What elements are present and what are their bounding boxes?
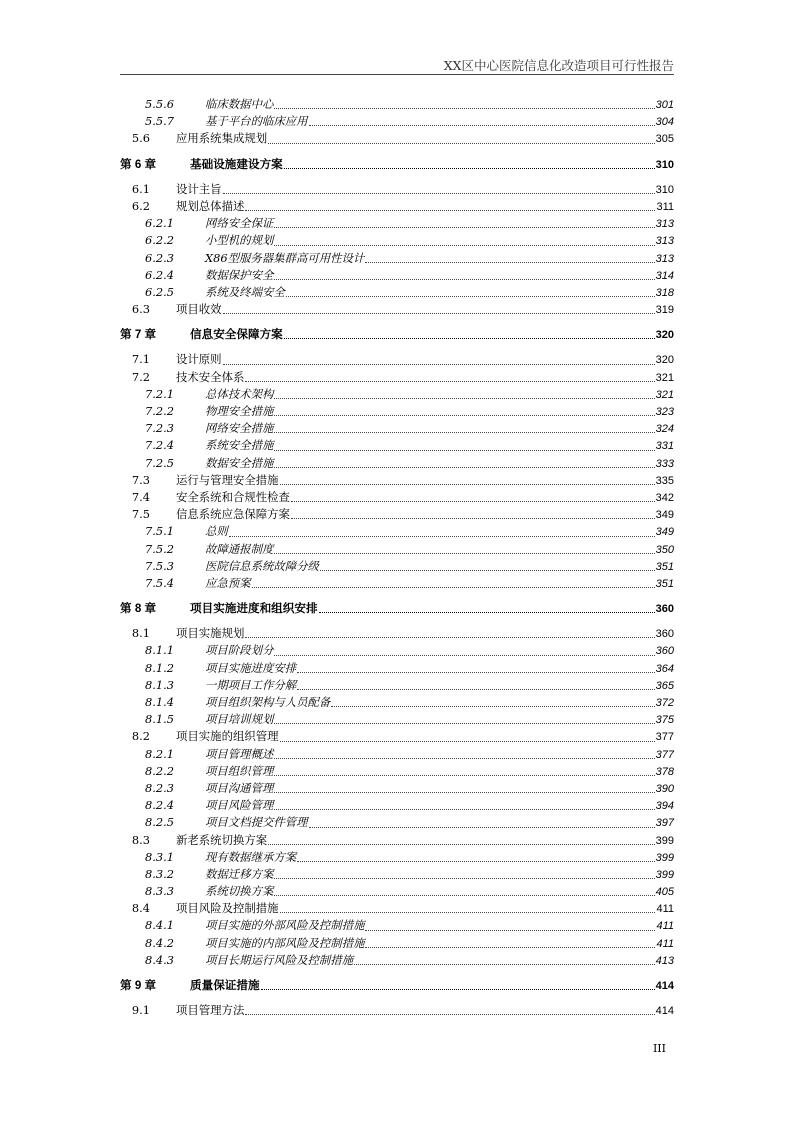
toc-entry-title: 项目沟通管理 (205, 780, 274, 795)
toc-entry-title: 信息系统应急保障方案 (176, 507, 290, 522)
toc-dot-leader (274, 867, 654, 879)
toc-entry-number: 6.2.2 (145, 233, 174, 248)
toc-entry-page: 364 (655, 662, 674, 675)
toc-entry-number: 6.2 (131, 198, 150, 213)
toc-entry[interactable] (120, 900, 674, 917)
toc-dot-leader (229, 525, 655, 537)
toc-entry-page: 301 (655, 99, 674, 111)
toc-entry[interactable] (120, 506, 674, 523)
toc-entry-number: 8.2.4 (145, 798, 174, 813)
toc-entry-page: 397 (655, 817, 674, 830)
toc-entry-number: 8.4 (131, 901, 150, 916)
toc-entry[interactable] (120, 523, 674, 540)
toc-entry[interactable] (120, 541, 674, 558)
toc-entry-number: 7.1 (131, 352, 150, 367)
toc-dot-leader (245, 626, 654, 638)
toc-entry-number: 5.5.7 (145, 114, 174, 129)
toc-entry-number: 6.1 (131, 181, 150, 196)
toc-entry[interactable] (120, 284, 674, 301)
toc-entry-title: 项目实施进度和组织安排 (190, 601, 318, 616)
toc-entry-number: 6.3 (131, 302, 150, 317)
toc-dot-leader (309, 816, 655, 828)
toc-entry-page: 310 (655, 183, 674, 196)
toc-dot-leader (274, 764, 654, 776)
toc-dot-leader (274, 97, 654, 109)
toc-chapter-entry[interactable] (120, 977, 674, 994)
toc-entry[interactable] (120, 694, 674, 711)
toc-entry[interactable] (120, 351, 674, 368)
toc-entry-number: 8.3.3 (145, 884, 174, 899)
toc-entry-page: 320 (655, 354, 674, 367)
page-number: III (652, 1042, 666, 1055)
toc-dot-leader (245, 1003, 654, 1015)
toc-entry-number: 7.5.2 (145, 541, 174, 556)
toc-dot-leader (268, 132, 655, 144)
toc-entry-number: 7.2.5 (145, 455, 174, 470)
toc-entry-page: 414 (655, 1005, 674, 1018)
toc-entry-page: 360 (655, 645, 674, 658)
toc-entry-page: 414 (655, 980, 674, 992)
toc-entry-number: 7.3 (131, 472, 150, 487)
toc-entry-number: 8.3.2 (145, 866, 174, 881)
toc-entry[interactable] (120, 113, 674, 130)
toc-entry-number: 8.1.4 (145, 695, 174, 709)
toc-dot-leader (223, 182, 655, 194)
toc-entry-title: 技术安全体系 (176, 369, 245, 384)
toc-entry-number: 8.2 (131, 729, 150, 744)
toc-entry-page: 351 (655, 560, 674, 573)
toc-entry-title: 项目实施进度安排 (205, 660, 297, 675)
toc-dot-leader (245, 370, 654, 382)
toc-entry-page: 310 (655, 158, 674, 171)
toc-dot-leader (274, 439, 654, 451)
toc-entry[interactable] (120, 642, 674, 659)
toc-dot-leader (274, 421, 654, 433)
toc-entry-title: 物理安全措施 (205, 404, 274, 418)
toc-entry-number: 8.1 (131, 626, 150, 641)
toc-entry-number: 7.2.3 (145, 421, 174, 436)
toc-entry[interactable] (120, 763, 674, 780)
toc-entry-page: 377 (655, 731, 674, 744)
toc-entry[interactable] (120, 625, 674, 642)
toc-entry-title: 设计原则 (176, 352, 222, 367)
toc-entry-number: 8.4.1 (145, 918, 174, 933)
toc-entry-number: 8.1.5 (145, 712, 174, 727)
toc-entry[interactable] (120, 489, 674, 506)
toc-entry-title: 项目实施的组织管理 (176, 729, 279, 744)
toc-entry-page: 321 (655, 371, 674, 384)
toc-entry-page: 411 (656, 903, 674, 916)
toc-entry-number: 第 6 章 (120, 157, 157, 171)
toc-entry-page: 360 (655, 603, 674, 616)
toc-dot-leader (280, 730, 655, 742)
toc-entry-title: 总体技术架构 (205, 386, 274, 401)
page-header-title: XX区中心医院信息化改造项目可行性报告 (443, 58, 674, 73)
toc-entry-title: 基础设施建设方案 (190, 156, 283, 171)
toc-dot-leader (365, 251, 654, 263)
toc-entry-page: 335 (655, 474, 674, 487)
toc-entry-title: 网络安全保证 (205, 216, 274, 231)
toc-entry[interactable] (120, 832, 674, 849)
toc-entry[interactable] (120, 130, 674, 147)
toc-entry-title: 医院信息系统故障分级 (205, 558, 319, 573)
toc-entry-number: 6.2.3 (145, 250, 174, 265)
toc-entry-page: 411 (656, 937, 674, 950)
toc-entry-number: 6.2.5 (145, 284, 174, 299)
header-divider (120, 74, 674, 75)
toc-entry-number: 7.2.4 (145, 438, 174, 453)
toc-entry-title: 系统安全措施 (205, 438, 274, 453)
toc-entry-number: 8.2.2 (145, 763, 174, 778)
toc-entry-number: 8.4.2 (145, 935, 174, 950)
toc-entry[interactable] (120, 558, 674, 575)
toc-entry[interactable] (120, 849, 674, 866)
toc-entry[interactable] (120, 677, 674, 694)
toc-entry-number: 8.3 (131, 832, 150, 847)
toc-entry-title: 临床数据中心 (205, 97, 274, 111)
toc-entry-title: 运行与管理安全措施 (176, 472, 279, 487)
toc-entry-page: 399 (655, 868, 674, 881)
toc-entry-page: 333 (655, 457, 674, 470)
toc-entry[interactable] (120, 181, 674, 198)
toc-entry-page: 311 (656, 200, 674, 213)
toc-entry-page: 394 (655, 800, 674, 813)
toc-entry-title: 数据保护安全 (205, 267, 274, 282)
toc-entry-page: 331 (655, 440, 674, 453)
toc-entry[interactable] (120, 814, 674, 831)
toc-entry-page: 314 (655, 269, 674, 282)
toc-entry-title: 新老系统切换方案 (176, 832, 268, 847)
toc-entry-number: 6.2.1 (145, 216, 174, 231)
toc-entry-page: 375 (655, 714, 674, 727)
toc-entry-title: 现有数据继承方案 (205, 849, 297, 864)
toc-entry-page: 399 (655, 834, 674, 847)
toc-dot-leader (245, 199, 655, 211)
toc-entry-title: 项目组织架构与人员配备 (205, 695, 331, 709)
toc-entry-number: 8.1.1 (145, 643, 174, 658)
toc-entry-page: 321 (655, 388, 674, 401)
toc-entry-title: 系统切换方案 (205, 884, 274, 899)
toc-entry-page: 305 (655, 133, 674, 146)
toc-dot-leader (284, 327, 655, 339)
toc-dot-leader (354, 953, 655, 965)
toc-entry-title: 项目组织管理 (205, 763, 274, 778)
toc-entry-number: 7.2.2 (145, 404, 174, 418)
toc-chapter-entry[interactable] (120, 326, 674, 343)
toc-entry[interactable] (120, 215, 674, 232)
toc-entry-page: 350 (655, 543, 674, 556)
toc-entry[interactable] (120, 660, 674, 677)
toc-entry-title: 一期项目工作分解 (205, 677, 297, 692)
toc-entry[interactable] (120, 952, 674, 969)
toc-entry[interactable] (120, 728, 674, 745)
toc-entry[interactable] (120, 746, 674, 763)
toc-entry[interactable] (120, 267, 674, 284)
toc-entry-page: 351 (655, 577, 674, 590)
toc-entry-number: 7.5 (131, 507, 150, 522)
toc-dot-leader (291, 507, 655, 519)
toc-entry-title: 项目管理概述 (205, 746, 274, 761)
toc-entry[interactable] (120, 797, 674, 814)
toc-entry-number: 7.2.1 (145, 386, 174, 401)
toc-entry-title: 项目长期运行风险及控制措施 (205, 952, 354, 967)
toc-entry-title: 故障通报制度 (205, 541, 274, 556)
toc-entry-title: 安全系统和合规性检查 (176, 489, 290, 504)
toc-entry-number: 第 8 章 (120, 602, 157, 616)
toc-entry[interactable] (120, 780, 674, 797)
toc-chapter-entry[interactable] (120, 600, 674, 617)
toc-entry-page: 411 (656, 920, 674, 933)
toc-entry-page: 313 (655, 235, 674, 248)
toc-entry-title: 项目收效 (176, 302, 222, 317)
toc-entry-number: 7.5.4 (145, 575, 174, 590)
toc-entry-number: 7.5.3 (145, 558, 174, 573)
toc-entry-page: 399 (655, 851, 674, 864)
toc-entry-title: X86型服务器集群高可用性设计 (205, 250, 365, 265)
toc-entry[interactable] (120, 250, 674, 267)
toc-entry-page: 323 (655, 406, 674, 418)
toc-entry-number: 5.5.6 (145, 97, 174, 111)
toc-dot-leader (286, 285, 655, 297)
toc-entry-title: 应用系统集成规划 (176, 131, 268, 146)
toc-entry-number: 第 7 章 (120, 328, 157, 342)
toc-entry-number: 8.1.2 (145, 660, 174, 675)
toc-entry[interactable] (120, 369, 674, 386)
toc-entry-page: 372 (655, 697, 674, 709)
toc-entry-page: 390 (655, 782, 674, 795)
toc-entry-title: 规划总体描述 (176, 198, 245, 213)
toc-entry-title: 网络安全措施 (205, 421, 274, 436)
toc-entry-title: 数据安全措施 (205, 455, 274, 470)
toc-dot-leader (223, 353, 655, 365)
toc-entry-number: 8.2.1 (145, 746, 174, 761)
toc-entry-number: 7.2 (131, 369, 150, 384)
toc-dot-leader (261, 978, 655, 990)
toc-dot-leader (274, 798, 654, 810)
toc-entry-number: 6.2.4 (145, 267, 174, 282)
toc-entry-page: 360 (655, 628, 674, 641)
toc-entry-title: 项目文档提交件管理 (205, 815, 308, 830)
toc-dot-leader (320, 559, 655, 571)
toc-dot-leader (274, 884, 654, 896)
toc-chapter-entry[interactable] (120, 156, 674, 173)
toc-dot-leader (268, 833, 655, 845)
toc-dot-leader (274, 404, 654, 416)
toc-entry-number: 8.1.3 (145, 677, 174, 692)
toc-entry-page: 405 (655, 886, 674, 899)
toc-entry[interactable] (120, 883, 674, 900)
toc-entry-number: 8.2.3 (145, 780, 174, 795)
toc-dot-leader (274, 644, 654, 656)
toc-entry-title: 质量保证措施 (190, 978, 260, 992)
toc-entry-title: 项目阶段划分 (205, 643, 274, 658)
toc-dot-leader (274, 216, 654, 228)
toc-entry[interactable] (120, 866, 674, 883)
toc-entry-title: 总则 (205, 524, 228, 539)
toc-dot-leader (274, 781, 654, 793)
toc-dot-leader (252, 576, 655, 588)
toc-entry-title: 信息安全保障方案 (190, 327, 283, 342)
toc-entry-page: 320 (655, 329, 674, 342)
toc-entry-page: 413 (655, 954, 674, 967)
toc-entry-title: 小型机的规划 (205, 233, 274, 248)
toc-entry-title: 项目风险管理 (205, 798, 274, 813)
toc-dot-leader (319, 601, 655, 613)
toc-entry-page: 377 (655, 748, 674, 761)
toc-dot-leader (309, 114, 655, 126)
table-of-contents (120, 96, 674, 1019)
toc-entry[interactable] (120, 472, 674, 489)
toc-dot-leader (297, 678, 655, 690)
toc-entry[interactable] (120, 455, 674, 472)
toc-entry-number: 8.4.3 (145, 952, 174, 967)
toc-entry-page: 365 (655, 679, 674, 692)
toc-entry-page: 319 (655, 304, 674, 317)
toc-entry[interactable] (120, 575, 674, 592)
toc-dot-leader (297, 850, 655, 862)
toc-dot-leader (274, 712, 654, 724)
toc-entry-title: 项目实施的外部风险及控制措施 (205, 918, 365, 933)
toc-entry-number: 8.3.1 (145, 849, 174, 864)
toc-entry[interactable] (120, 437, 674, 454)
toc-entry-number: 第 9 章 (120, 979, 157, 992)
toc-dot-leader (274, 747, 654, 759)
toc-dot-leader (274, 387, 654, 399)
toc-entry-title: 项目实施规划 (176, 626, 245, 641)
toc-entry-title: 应急预案 (205, 575, 251, 590)
toc-dot-leader (365, 936, 655, 948)
toc-dot-leader (274, 456, 654, 468)
toc-entry[interactable] (120, 935, 674, 952)
toc-entry-title: 系统及终端安全 (205, 284, 285, 299)
toc-dot-leader (274, 234, 654, 246)
toc-entry-page: 342 (655, 491, 674, 504)
toc-entry[interactable] (120, 386, 674, 403)
toc-entry[interactable] (120, 711, 674, 728)
toc-entry-page: 349 (655, 509, 674, 522)
toc-entry-title: 数据迁移方案 (205, 866, 274, 881)
toc-dot-leader (223, 302, 655, 314)
toc-entry[interactable] (120, 403, 674, 420)
toc-dot-leader (331, 695, 654, 707)
toc-entry-number: 9.1 (131, 1003, 150, 1018)
toc-entry-title: 设计主旨 (176, 181, 222, 196)
toc-entry-title: 项目管理方法 (176, 1003, 245, 1018)
toc-dot-leader (280, 473, 655, 485)
toc-entry-page: 313 (655, 218, 674, 231)
toc-dot-leader (297, 661, 655, 673)
toc-dot-leader (291, 490, 655, 502)
toc-entry-title: 项目培训规划 (205, 712, 274, 727)
toc-entry-title: 基于平台的临床应用 (205, 114, 308, 129)
toc-dot-leader (365, 919, 655, 931)
toc-dot-leader (280, 901, 656, 913)
toc-entry-title: 项目风险及控制措施 (176, 901, 279, 916)
toc-entry-number: 8.2.5 (145, 815, 174, 830)
toc-entry[interactable] (120, 917, 674, 934)
toc-entry[interactable] (120, 301, 674, 318)
toc-entry[interactable] (120, 198, 674, 215)
toc-entry[interactable] (120, 96, 674, 113)
toc-entry[interactable] (120, 1002, 674, 1019)
toc-entry-page: 378 (655, 765, 674, 778)
toc-entry-title: 项目实施的内部风险及控制措施 (205, 935, 365, 950)
toc-entry-page: 349 (655, 526, 674, 539)
toc-entry-number: 5.6 (131, 131, 150, 146)
toc-entry-number: 7.5.1 (145, 524, 174, 539)
toc-entry-page: 304 (655, 116, 674, 129)
toc-entry-page: 318 (655, 286, 674, 299)
toc-entry-number: 7.4 (131, 489, 150, 504)
toc-dot-leader (274, 268, 654, 280)
toc-entry[interactable] (120, 420, 674, 437)
toc-entry-page: 324 (655, 423, 674, 436)
toc-entry-page: 313 (655, 252, 674, 265)
toc-dot-leader (274, 542, 654, 554)
toc-dot-leader (284, 157, 655, 169)
toc-entry[interactable] (120, 232, 674, 249)
